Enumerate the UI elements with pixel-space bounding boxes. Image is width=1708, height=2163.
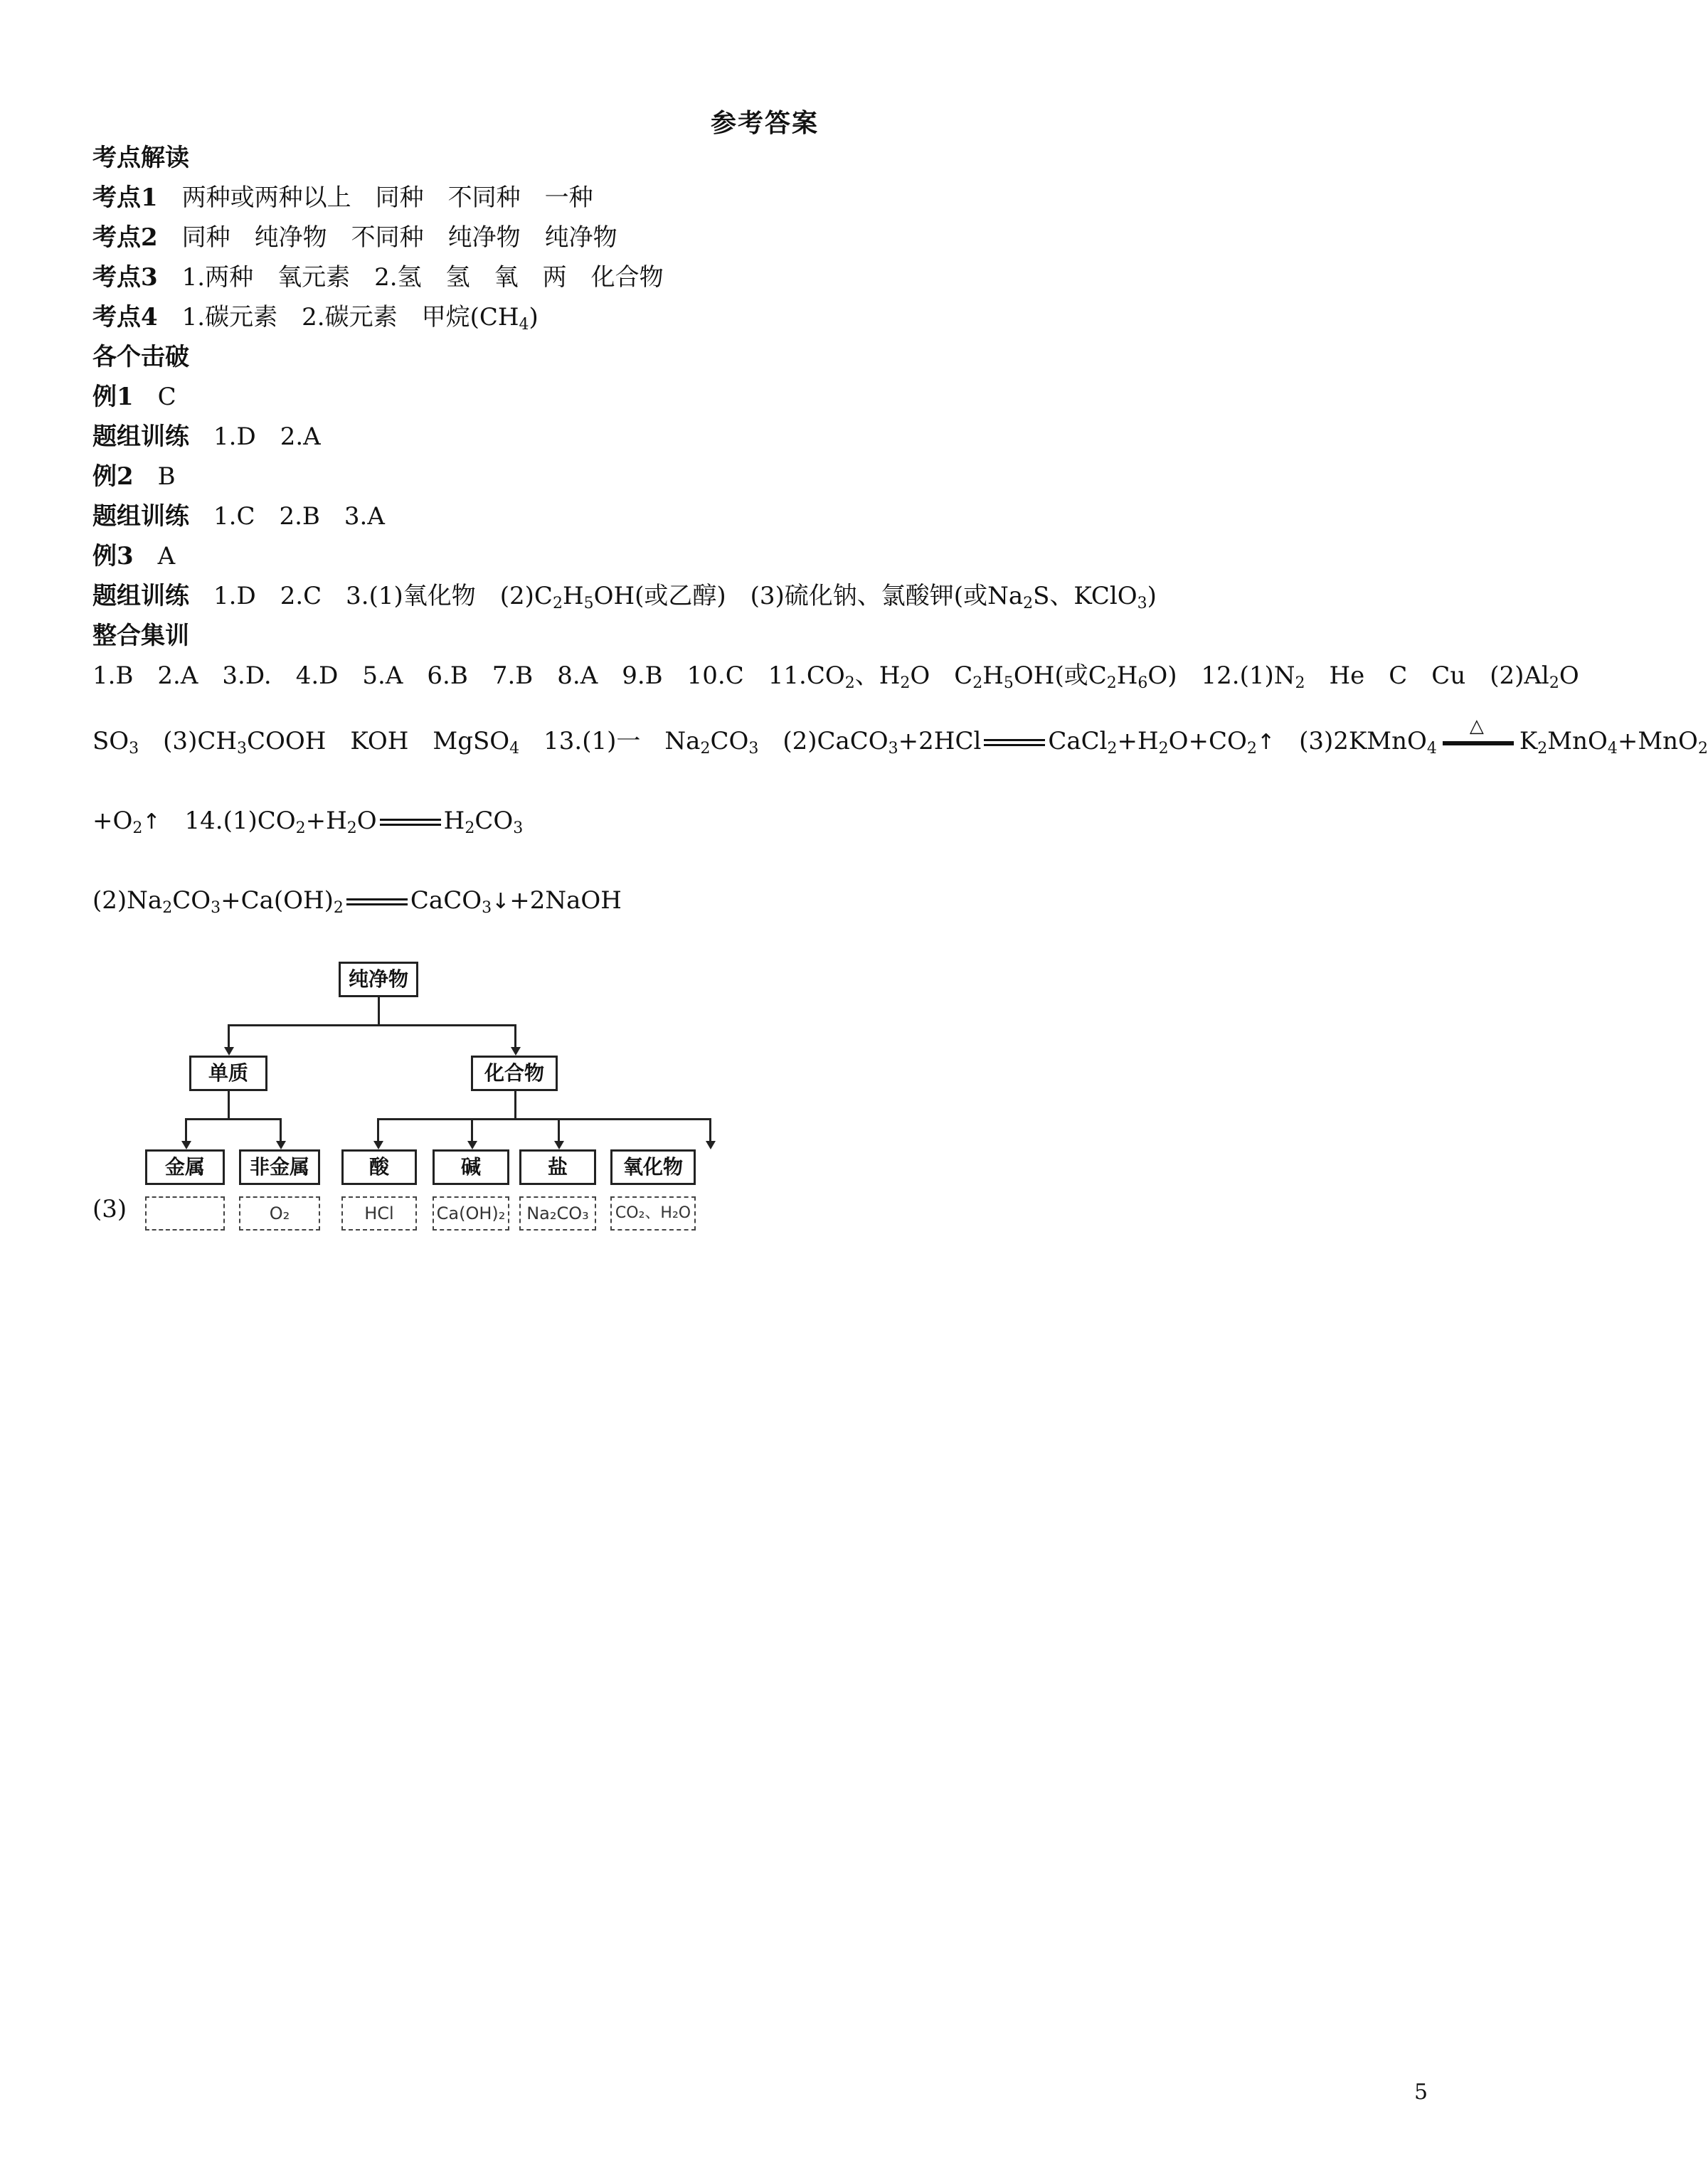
- page-number: 5: [1414, 2080, 1428, 2105]
- key-point-2-label: 考点2: [92, 223, 158, 252]
- heat-condition-icon: [1443, 716, 1514, 750]
- tree-node-acid: 酸: [341, 1149, 417, 1185]
- example-1-line: [92, 381, 176, 413]
- tree-node-nonmetal: 非金属: [239, 1149, 320, 1185]
- drill-2-answers: 1.C 2.B 3.A: [213, 502, 385, 531]
- answer-item: 一种: [544, 184, 593, 212]
- integrated-line-4: $(2)Na_2CO_3+Ca(OH)_2$ CaCO$_3$↓+2NaOH: [92, 886, 622, 917]
- tree-leaf-nonmetal: O₂: [239, 1196, 320, 1231]
- gas-up-arrow-icon: ↑: [142, 809, 161, 834]
- section-heading-breakthrough: 各个击破: [92, 343, 189, 371]
- tree-leaf-metal: [145, 1196, 225, 1231]
- key-point-1-label: 考点1: [92, 184, 158, 212]
- drill-1-line: [92, 421, 321, 452]
- tree-node-compound: 化合物: [471, 1056, 558, 1091]
- tree-label: (3): [92, 1195, 127, 1223]
- example-2-answer: B: [157, 462, 176, 491]
- gas-up-arrow-icon: ↑: [1256, 730, 1275, 755]
- answer-item: 纯净物: [544, 223, 617, 252]
- example-2-line: [92, 461, 176, 492]
- answer-item: 化合物: [590, 263, 664, 292]
- answer-item: 不同种: [351, 223, 424, 252]
- key-point-1-line: [92, 182, 593, 213]
- answer-item: 同种: [375, 184, 424, 212]
- tree-root-node: 纯净物: [339, 962, 418, 997]
- tree-node-element: 单质: [189, 1056, 267, 1091]
- page-title: 参考答案: [710, 108, 819, 138]
- answer-item: 氧: [494, 263, 519, 292]
- section-heading-key-points: 考点解读: [92, 144, 189, 172]
- answer-item: 同种: [181, 223, 230, 252]
- tree-node-base: 碱: [433, 1149, 509, 1185]
- example-3-answer: A: [157, 542, 176, 570]
- key-point-3-label: 考点3: [92, 263, 158, 292]
- example-3-label: 例3: [92, 542, 134, 570]
- tree-leaf-acid: HCl: [341, 1196, 417, 1231]
- tree-node-salt: 盐: [519, 1149, 596, 1185]
- equals-sign-icon: [346, 898, 408, 905]
- example-2-label: 例2: [92, 462, 134, 491]
- integrated-line-1: 1.B 2.A 3.D. 4.D 5.A 6.B 7.B 8.A 9.B 10.C $11.CO_2$、$H_2O$ $C_2H_5OH$(或$C_2H_6O$) $12.(1)N_2$ He C Cu $(2)Al_2O$: [92, 661, 1579, 692]
- answer-item: 两种或两种以上: [181, 184, 351, 212]
- equals-sign-icon: [984, 739, 1045, 746]
- integrated-line-3: $+O_2↑$ $14.(1)CO_2+H_2O$ $H_2CO_3$: [92, 807, 524, 837]
- heat-triangle-icon: △: [1469, 716, 1484, 737]
- section-heading-integrated: 整合集训: [92, 622, 189, 650]
- answer-item: 2.氢: [374, 263, 422, 292]
- drill-label: 题组训练: [92, 582, 189, 610]
- key-point-3-line: [92, 262, 664, 293]
- example-1-answer: C: [157, 383, 176, 411]
- key-point-2-line: [92, 222, 617, 253]
- equals-sign-icon: [380, 819, 441, 826]
- tree-leaf-salt: Na₂CO₃: [519, 1196, 596, 1231]
- tree-node-metal: 金属: [145, 1149, 225, 1185]
- answer-item: 1.两种: [181, 263, 254, 292]
- key-point-4-line: 考点4 1.碳元素 2.碳元素 甲烷$(CH_4)$: [92, 303, 539, 334]
- answer-item: 氧元素: [277, 263, 351, 292]
- tree-node-oxide: 氧化物: [610, 1149, 696, 1185]
- drill-1-answers: 1.D 2.A: [213, 422, 321, 451]
- key-point-4-label: 考点4: [92, 303, 158, 331]
- answer-item: 1.碳元素: [181, 303, 278, 331]
- example-3-line: [92, 541, 175, 572]
- answer-item: 纯净物: [254, 223, 327, 252]
- answer-item: 2.碳元素: [302, 303, 398, 331]
- drill-3-line: 题组训练 1.D 2.C 3.(1)氧化物 $(2)C_2H_5OH$(或乙醇) (3)硫化钠、氯酸钾(或$Na_2S$、KClO$_3$): [92, 582, 1157, 612]
- precipitate-down-arrow-icon: ↓: [492, 889, 510, 914]
- tree-leaf-base: Ca(OH)₂: [433, 1196, 509, 1231]
- tree-leaf-oxide: CO₂、H₂O: [610, 1196, 696, 1231]
- example-1-label: 例1: [92, 383, 134, 411]
- answer-item: 氢: [445, 263, 470, 292]
- drill-label: 题组训练: [92, 502, 189, 531]
- drill-2-line: [92, 501, 385, 532]
- answer-item: 两: [542, 263, 567, 292]
- answer-item: 纯净物: [447, 223, 521, 252]
- answer-item: 不同种: [447, 184, 521, 212]
- classification-tree: [135, 962, 718, 1223]
- integrated-line-2: $SO_3$ $(3)CH_3COOH$ KOH MgSO$_4$ 13.(1)一 $Na_2CO_3$ (2)CaCO$_3$+2HCl $CaCl_2+H_2O+CO_2↑$ (3)2KMnO$_4$ △ $K_2MnO_4+MnO_2$: [92, 716, 1708, 758]
- drill-label: 题组训练: [92, 422, 189, 451]
- answer-item: 甲烷(CH: [421, 303, 519, 331]
